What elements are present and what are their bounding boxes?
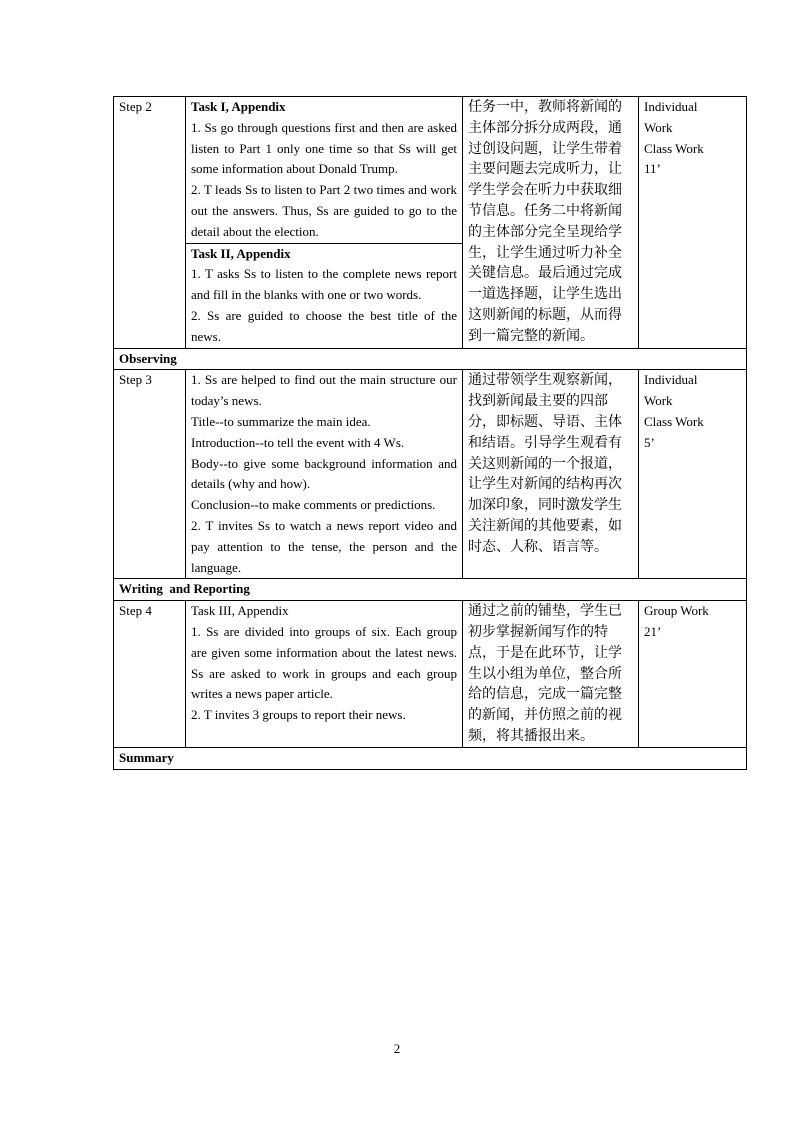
section-writing: Writing and Reporting [114,579,747,601]
step3-label: Step 3 [114,370,186,579]
section-summary-row [114,747,747,769]
task1-line-1: 1. Ss go through questions first and then are asked listen to Part 1 only one time so that Ss will get some information about Donald Trump. [191,119,457,177]
step3-line-1: 1. Ss are helped to find out the main structure our today’s news. [191,372,457,409]
task2-title: Task II, Appendix [191,245,291,261]
step3-line-6: 2. T invites Ss to watch a news report video and pay attention to the tense, the person and the language. [191,517,457,575]
step4-label: Step 4 [114,601,186,748]
lesson-plan-table [113,96,747,770]
page-number: 2 [393,1041,401,1056]
step2-mode-line-2: Class Work [644,140,704,156]
task2-line-2: 2. Ss are guided to choose the best title of the news. [191,307,457,344]
task1-line-2: 2. T leads Ss to listen to Part 2 two times and work out the answers. Thus, Ss are guided to go to the detail about the election. [191,182,457,239]
step4-line-1: 1. Ss are divided into groups of six. Each group are given some information about the latest news. Ss are asked to work in groups and each group writes a news paper article. [191,623,457,702]
step4-mode-line-2: 21’ [644,623,662,639]
section-observing-row [114,348,747,370]
step2-mode-line-3: 11’ [644,161,661,177]
task2-cell [186,243,463,348]
step4-mode-line-1: Group Work [644,603,709,619]
step3-mode [639,370,747,579]
step3-activities [186,370,463,579]
step2-mode [639,97,747,349]
step3-row [114,370,747,579]
section-writing-row [114,579,747,601]
step3-line-4: Body--to give some background information and details (why and how). [191,455,457,492]
step3-line-5: Conclusion--to make comments or predictions. [191,497,436,513]
task1-cell [186,97,463,244]
step4-activities [186,601,463,748]
task1-title: Task I, Appendix [191,99,286,114]
step3-mode-line-2: Class Work [644,413,704,429]
step4-mode [639,601,747,748]
step3-line-3: Introduction--to tell the event with 4 Ws. [191,434,405,450]
step4-purpose: 通过之前的铺垫，学生已初步掌握新闻写作的特点，于是在此环节，让学生以小组为单位，整合所给的信息，完成一篇完整的新闻，并仿照之前的视频，将其播报出来。 [463,601,639,748]
step2-purpose: 任务一中，教师将新闻的主体部分拆分成两段，通过创设问题，让学生带着主要问题去完成听力，让学生学会在听力中获取细节信息。任务二中将新闻的主体部分完全呈现给学生，让学生通过听力补全关键信息。最后通过完成一道选择题，让学生选出这则新闻的标题，从而得到一篇完整的新闻。 [463,97,639,349]
step3-purpose: 通过带领学生观察新闻，找到新闻最主要的四部分，即标题、导语、主体和结语。引导学生观看有关这则新闻的一个报道，让学生对新闻的结构再次加深印象，同时激发学生关注新闻的其他要素，如时态、人称、语言等。 [463,370,639,579]
step2-row-a [114,97,747,244]
step3-mode-line-1: Individual Work [644,372,698,409]
task3-title: Task III, Appendix [191,603,289,619]
section-observing: Observing [114,348,747,370]
step4-row [114,601,747,748]
section-summary: Summary [114,747,747,769]
step2-label: Step 2 [114,97,186,349]
task2-line-1: 1. T asks Ss to listen to the complete news report and fill in the blanks with one or two words. [191,266,457,303]
step4-line-2: 2. T invites 3 groups to report their news. [191,707,406,723]
step3-line-2: Title--to summarize the main idea. [191,413,371,429]
step2-mode-line-1: Individual Work [644,99,698,135]
step3-mode-line-3: 5’ [644,434,655,450]
